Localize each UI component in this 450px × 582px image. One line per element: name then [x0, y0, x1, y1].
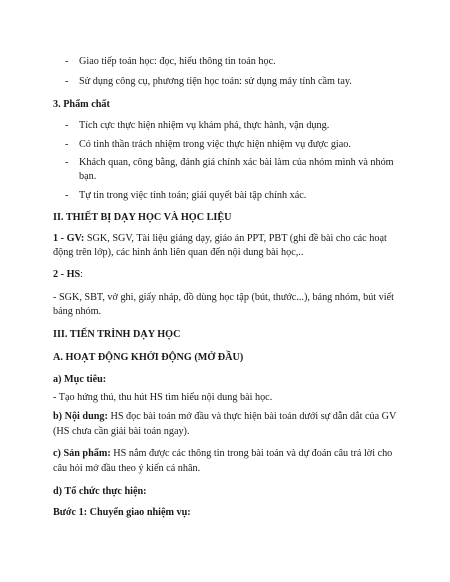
bullet-tools: Sử dụng công cụ, phương tiện học toán: sử dụng máy tính cầm tay. — [79, 76, 352, 87]
bullet-dash: - — [65, 139, 69, 150]
content-text-line1: HS đọc bài toán mở đầu và thực hiện bài toán dưới sự dẫn dắt của GV — [107, 411, 397, 422]
gv-paragraph — [53, 232, 387, 245]
bullet-communication: Giao tiếp toán học: đọc, hiểu thông tin toán học. — [79, 56, 276, 67]
bullet-dash: - — [65, 76, 69, 87]
gv-label: 1 - GV: — [53, 233, 85, 244]
quality-item-1: Tích cực thực hiện nhiệm vụ khám phá, thực hành, vận dụng. — [79, 120, 330, 131]
quality-item-4: Tự tin trong việc tính toán; giải quyết bài tập chính xác. — [79, 190, 307, 201]
step1-heading: Bước 1: Chuyển giao nhiệm vụ: — [53, 507, 191, 518]
hs-text-line1: - SGK, SBT, vở ghi, giấy nháp, đồ dùng học tập (bút, thước...), bảng nhóm, bút viết — [53, 292, 394, 303]
product-label: c) Sản phẩm: — [53, 448, 111, 459]
gv-text-line1: SGK, SGV, Tài liệu giảng dạy, giáo án PPT, PBT (ghi đề bài cho các hoạt — [84, 233, 387, 244]
content-text-line2: (HS chưa cần giải bài toán ngay). — [53, 426, 190, 437]
hs-colon: : — [80, 269, 84, 280]
objective-label: a) Mục tiêu: — [53, 374, 107, 385]
hs-text-line2: bảng nhóm. — [53, 306, 102, 317]
quality-item-3: Khách quan, công bằng, đánh giá chính xác bài làm của nhóm mình và nhóm — [79, 157, 394, 168]
bullet-dash: - — [65, 120, 69, 131]
section-III-heading: III. TIẾN TRÌNH DẠY HỌC — [53, 329, 181, 340]
section-II-heading: II. THIẾT BỊ DẠY HỌC VÀ HỌC LIỆU — [53, 212, 232, 223]
bullet-dash: - — [65, 190, 69, 201]
objective-text: - Tạo hứng thú, thu hút HS tìm hiểu nội dung bài học. — [53, 392, 273, 403]
activity-A-heading: A. HOẠT ĐỘNG KHỞI ĐỘNG (MỞ ĐẦU) — [53, 352, 244, 363]
section-3-heading: 3. Phẩm chất — [53, 99, 110, 110]
product-paragraph — [53, 447, 392, 460]
organization-label: d) Tổ chức thực hiện: — [53, 486, 147, 497]
bullet-dash: - — [65, 56, 69, 67]
hs-label: 2 - HS — [53, 269, 81, 280]
product-text-line2: câu hỏi mở đầu theo ý kiến cá nhân. — [53, 463, 201, 474]
hs-heading — [53, 268, 83, 281]
gv-text-line2: động trên lớp), các hình ảnh liên quan đến nội dung bài học,.. — [53, 247, 304, 258]
content-label: b) Nội dung: — [53, 411, 108, 422]
bullet-dash: - — [65, 157, 69, 168]
product-text-line1: HS nắm được các thông tin trong bài toán và dự đoán câu trả lời cho — [110, 448, 393, 459]
quality-item-3-cont: bạn. — [79, 171, 97, 182]
quality-item-2: Có tinh thần trách nhiệm trong việc thực hiện nhiệm vụ được giao. — [79, 139, 351, 150]
content-paragraph — [53, 410, 396, 423]
